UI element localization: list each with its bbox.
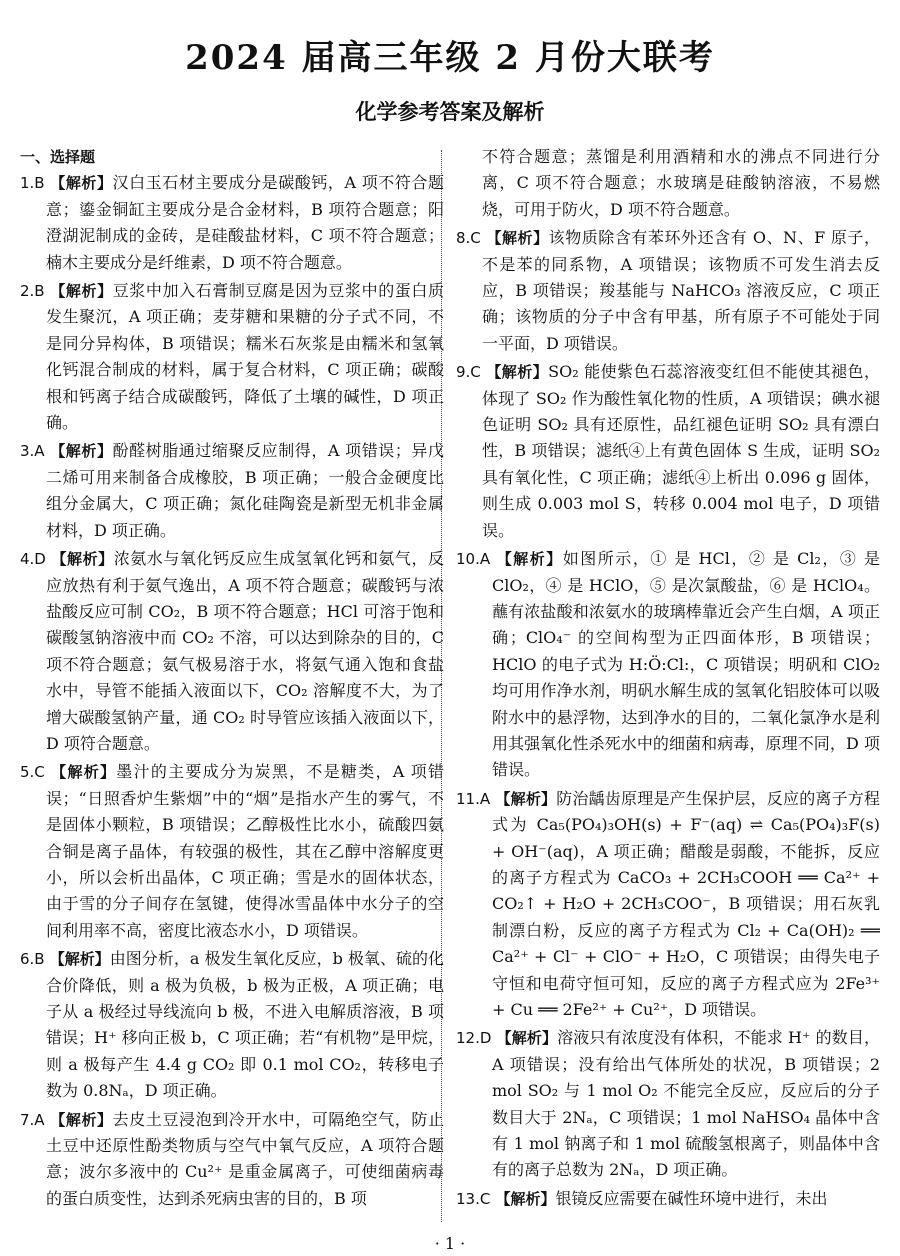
answer-number: 12.D xyxy=(456,1029,492,1048)
analysis-tag: 【解析】 xyxy=(496,550,563,569)
answer-text: 银镜反应需要在碱性环境中进行，未出 xyxy=(555,1188,828,1208)
answer-number: 1.B xyxy=(20,174,45,193)
answer-text: 防治龋齿原理是产生保护层，反应的离子方程式为 Ca₅(PO₄)₃OH(s) + F⁻(aq) ⇌ Ca₅(PO₄)₃F(s) + OH⁻(aq)，A 项正确；醋酸是弱酸，不能拆，反应的离子方程式为 CaCO₃ + 2CH₃COOH ══ Ca²⁺ + CO₂↑ + H₂O + 2CH₃COO⁻，B 项错误；用石灰乳制漂白粉，反应的离子方程式为 Cl₂ + Ca(OH)₂ ══ Ca²⁺ + Cl⁻ + ClO⁻ + H₂O，C 项错误；由得失电子守恒和电荷守恒可知，反应的离子方程式应为 2Fe³⁺ + Cu ══ 2Fe²⁺ + Cu²⁺，D 项错误。 xyxy=(492,788,880,1019)
answer-number: 7.A xyxy=(20,1110,45,1129)
answer-text: 浓氨水与氧化钙反应生成氢氧化钙和氨气，反应放热有利于氨气逸出，A 项不符合题意；碳酸钙与浓盐酸反应可制 CO₂，B 项不符合题意；HCl 可溶于饱和碳酸氢钠溶液中而 CO₂ 不溶，可以达到除杂的目的，C 项不符合题意；氨气极易溶于水，将氨气通入饱和食盐水中，导管不能插入液面以下，CO₂ 溶解度不大，为了增大碳酸氢钠产量，通 CO₂ 时导管应该插入液面以下，D 项符合题意。 xyxy=(46,549,444,753)
right-column xyxy=(456,144,880,1229)
answer-item xyxy=(456,359,880,544)
answer-text: 豆浆中加入石膏制豆腐是因为豆浆中的蛋白质发生聚沉，A 项正确；麦芽糖和果糖的分子式不同，不是同分异构体，B 项错误；糯米石灰浆是由糯米和氢氧化钙混合制成的材料，属于复合材料，C 项正确；碳酸根和钙离子结合成碳酸钙，降低了土壤的碱性，D 项正确。 xyxy=(46,281,444,433)
analysis-tag: 【解析】 xyxy=(495,1189,556,1208)
answer-item xyxy=(20,946,444,1104)
answer-text: 溶液只有浓度没有体积，不能求 H⁺ 的数目，A 项错误；没有给出气体所处的状况，B 项错误；2 mol SO₂ 与 1 mol O₂ 不能完全反应，反应后的分子数目大于 2Nₐ，C 项错误；1 mol NaHSO₄ 晶体中含有 1 mol 钠离子和 1 mol 硫酸氢根离子，则晶体中含有的离子总数为 2Nₐ，D 项正确。 xyxy=(492,1028,880,1180)
analysis-tag: 【解析】 xyxy=(51,763,117,782)
answer-text: 该物质除含有苯环外还含有 O、N、F 原子，不是苯的同系物，A 项错误；该物质不可发生消去反应，B 项错误；羧基能与 NaHCO₃ 溶液反应，C 项正确；该物质的分子中含有甲基，所有原子不可能处于同一平面，D 项错误。 xyxy=(482,228,880,353)
page-number: · 1 · xyxy=(434,1234,466,1253)
answer-list-left xyxy=(20,170,444,1212)
answer-number: 11.A xyxy=(456,789,491,808)
answer-item xyxy=(20,1107,444,1213)
answer-item xyxy=(20,759,444,944)
left-column xyxy=(20,144,444,1229)
answer-list-right xyxy=(456,225,880,1212)
answer-number: 10.A xyxy=(456,550,491,569)
answer-item xyxy=(20,438,444,544)
answer-text: 酚醛树脂通过缩聚反应制得，A 项错误；异戊二烯可用来制备合成橡胶，B 项正确；一般合金硬度比组分金属大，C 项正确；氮化硅陶瓷是新型无机非金属材料，D 项正确。 xyxy=(46,441,444,540)
answer-number: 13.C xyxy=(456,1189,491,1208)
answer-item xyxy=(456,1186,880,1212)
page-subtitle: 化学参考答案及解析 xyxy=(355,99,545,124)
answer-number: 8.C xyxy=(456,229,481,248)
analysis-tag: 【解析】 xyxy=(50,1110,113,1129)
analysis-tag: 【解析】 xyxy=(50,174,113,193)
analysis-tag: 【解析】 xyxy=(50,442,113,461)
answer-item xyxy=(20,546,444,757)
answer-item xyxy=(456,225,880,357)
column-divider xyxy=(441,150,442,1222)
analysis-tag: 【解析】 xyxy=(496,1029,558,1048)
answer-text: SO₂ 能使紫色石蕊溶液变红但不能使其褪色，体现了 SO₂ 作为酸性氧化物的性质，A 项错误；碘水褪色证明 SO₂ 具有还原性，品红褪色证明 SO₂ 具有漂白性，B 项错误；滤纸④上有黄色固体 S 生成，证明 SO₂ 具有氧化性，C 项正确；滤纸④上析出 0.096 g 固体，则生成 0.003 mol S，转移 0.004 mol 电子，D 项错误。 xyxy=(482,362,880,540)
analysis-tag: 【解析】 xyxy=(51,550,114,569)
analysis-tag: 【解析】 xyxy=(495,789,557,808)
answer-item xyxy=(456,1025,880,1183)
answer-number: 2.B xyxy=(20,282,45,301)
answer-item xyxy=(456,786,880,1024)
answer-text: 如图所示，① 是 HCl，② 是 Cl₂，③ 是 ClO₂，④ 是 HClO，⑤ 是次氯酸盐，⑥ 是 HClO₄。蘸有浓盐酸和浓氨水的玻璃棒靠近会产生白烟，A 项正确；ClO₄⁻ 的空间构型为正四面体形，B 项错误；HClO 的电子式为 H:Ö:Cl:，C 项错误；明矾和 ClO₂ 均可用作净水剂，明矾水解生成的氢氧化铝胶体可以吸附水中的悬浮物，达到净水的目的，二氧化氯净水是利用其强氧化性杀死水中的细菌和病毒，原理不同，D 项错误。 xyxy=(492,549,880,780)
answer-item xyxy=(456,546,880,784)
answer-number: 6.B xyxy=(20,950,45,969)
answer-number: 9.C xyxy=(456,363,481,382)
page-title: 2024 届高三年级 2 月份大联考 xyxy=(185,38,715,78)
section-heading: 一、选择题 xyxy=(20,148,96,166)
answer-number: 3.A xyxy=(20,442,45,461)
answer-continuation: 不符合题意；蒸馏是利用酒精和水的沸点不同进行分离，C 项不符合题意；水玻璃是硅酸钠溶液，不易燃烧，可用于防火，D 项不符合题意。 xyxy=(482,147,880,219)
analysis-tag: 【解析】 xyxy=(486,363,549,382)
answer-text: 去皮土豆浸泡到冷开水中，可隔绝空气，防止土豆中还原性酚类物质与空气中氧气反应，A 项符合题意；波尔多液中的 Cu²⁺ 是重金属离子，可使细菌病毒的蛋白质变性，达到杀死病虫害的目的，B 项 xyxy=(46,1109,444,1208)
analysis-tag: 【解析】 xyxy=(50,282,113,301)
answer-text: 墨汁的主要成分为炭黑，不是糖类，A 项错误；“日照香炉生紫烟”中的“烟”是指水产生的雾气，不是固体小颗粒，B 项错误；乙醇极性比水小，硫酸四氨合铜是离子晶体，有较强的极性，其在乙醇中溶解度更小，所以会析出晶体，C 项正确；雪是水的固体状态，由于雪的分子间存在氢键，使得冰雪晶体中水分子的空间利用率不高，密度比液态水小，D 项错误。 xyxy=(46,762,444,940)
analysis-tag: 【解析】 xyxy=(49,950,110,969)
answer-text: 汉白玉石材主要成分是碳酸钙，A 项不符合题意；鎏金铜缸主要成分是合金材料，B 项符合题意；阳澄湖泥制成的金砖，是硅酸盐材料，C 项不符合题意；楠木主要成分是纤维素，D 项不符合题意。 xyxy=(46,173,444,272)
answer-number: 4.D xyxy=(20,550,46,569)
answer-text: 由图分析，a 极发生氧化反应，b 极氧、硫的化合价降低，则 a 极为负极，b 极为正极，A 项正确；电子从 a 极经过导线流向 b 极，不进入电解质溶液，B 项错误；H⁺ 移向正极 b，C 项正确；若“有机物”是甲烷，则 a 极每产生 4.4 g CO₂ 即 0.1 mol CO₂，转移电子数为 0.8Nₐ，D 项正确。 xyxy=(46,949,444,1101)
answer-number: 5.C xyxy=(20,763,45,782)
answer-item xyxy=(20,170,444,276)
analysis-tag: 【解析】 xyxy=(486,229,549,248)
answer-item xyxy=(20,278,444,436)
